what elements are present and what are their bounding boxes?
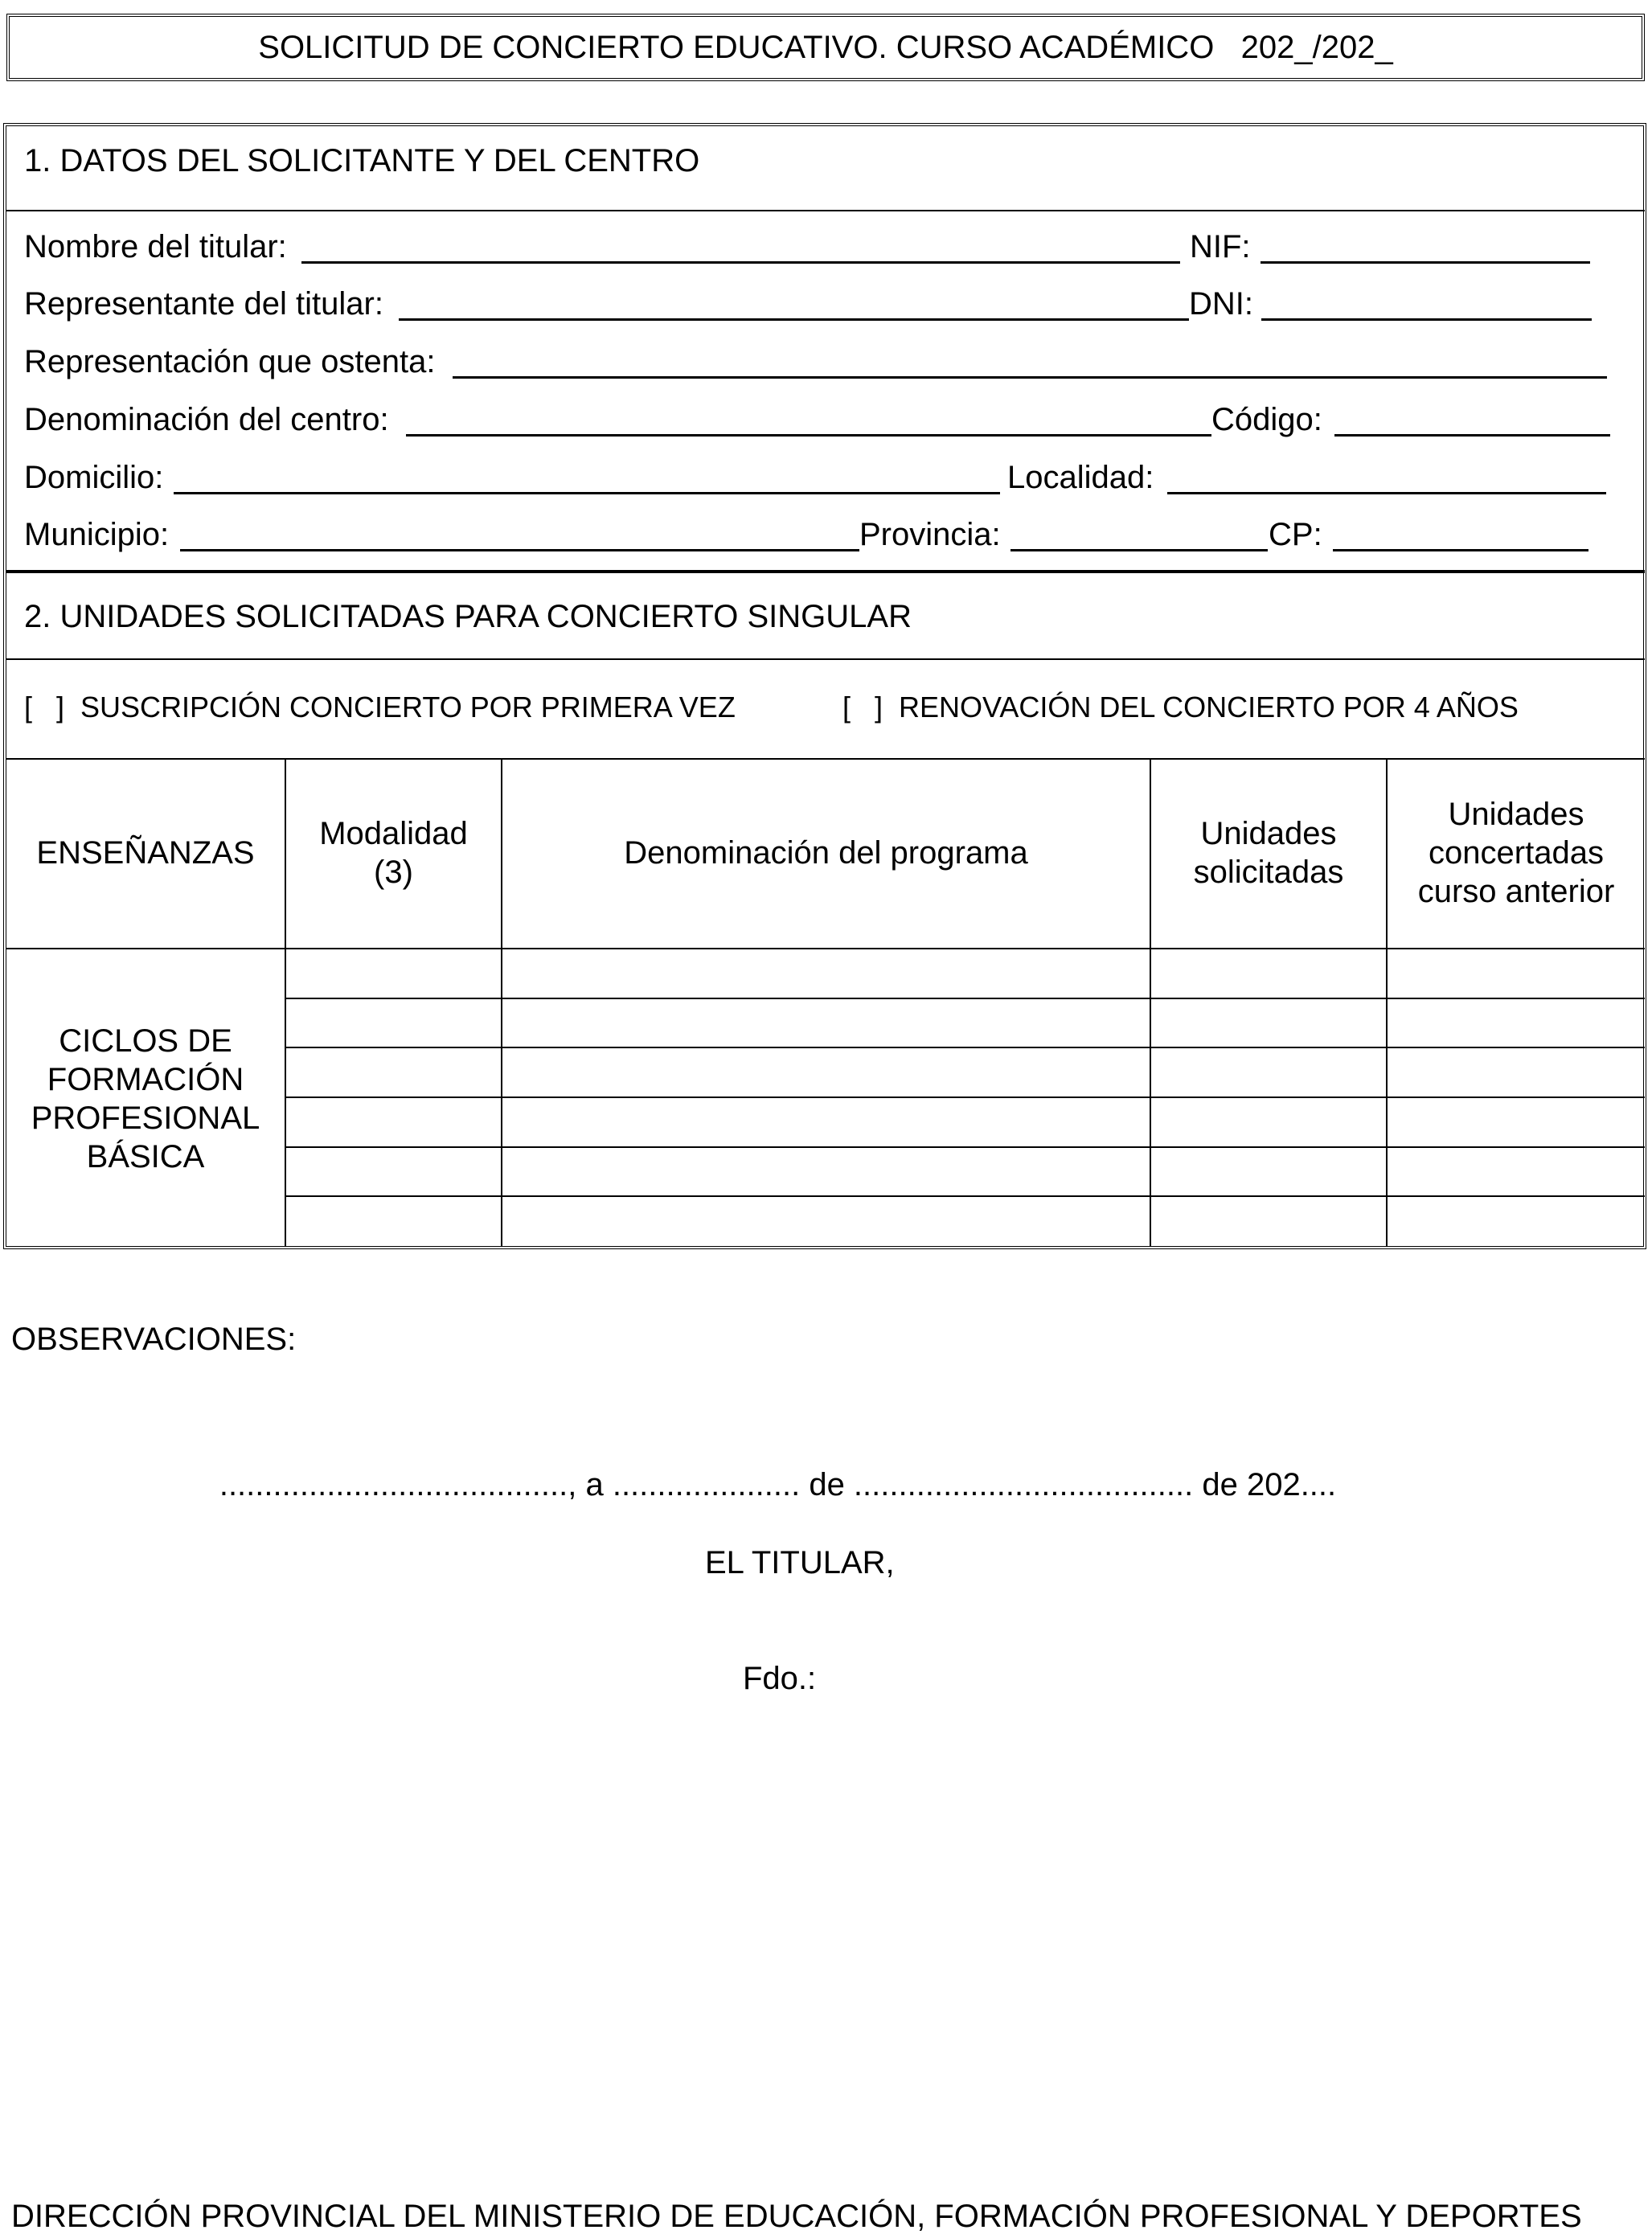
label-nombre-titular: Nombre del titular: xyxy=(24,229,287,264)
table-row-line xyxy=(285,1146,1645,1148)
label-domicilio: Domicilio: xyxy=(24,460,164,495)
header-unidades-solicitadas xyxy=(1151,758,1386,948)
header-ensenanzas xyxy=(6,758,285,948)
header-ensenanzas-text: ENSEÑANZAS xyxy=(36,835,255,871)
label-codigo: Código: xyxy=(1211,402,1322,437)
field-nif[interactable] xyxy=(1261,261,1590,264)
field-municipio[interactable] xyxy=(180,549,859,551)
header-modalidad xyxy=(286,758,501,948)
table-row-line xyxy=(285,1097,1645,1098)
field-domicilio[interactable] xyxy=(174,492,1000,494)
field-localidad[interactable] xyxy=(1167,492,1606,494)
field-provincia[interactable] xyxy=(1010,549,1268,551)
label-dni: DNI: xyxy=(1189,286,1253,322)
field-cp[interactable] xyxy=(1333,549,1588,551)
header-modalidad-line2: (3) xyxy=(374,855,413,890)
row-label-line2: FORMACIÓN xyxy=(47,1062,244,1097)
date-place-text: ......................................., a ..................... de ...................................... de 202.... xyxy=(219,1467,1337,1502)
document-title xyxy=(6,14,1645,81)
label-denominacion-centro: Denominación del centro: xyxy=(24,402,389,437)
row-label-line3: PROFESIONAL xyxy=(31,1101,260,1136)
field-representante[interactable] xyxy=(399,318,1189,321)
observaciones-label: OBSERVACIONES: xyxy=(11,1322,297,1357)
section2-divider xyxy=(6,658,1645,660)
section1-heading: 1. DATOS DEL SOLICITANTE Y DEL CENTRO xyxy=(24,143,700,178)
row-label-ciclos-fp-basica xyxy=(6,949,285,1248)
label-cp: CP: xyxy=(1269,517,1322,552)
header-concertadas-line3: curso anterior xyxy=(1417,874,1615,909)
field-nombre-titular[interactable] xyxy=(301,261,1180,264)
header-concertadas-line1: Unidades xyxy=(1448,797,1584,832)
label-provincia: Provincia: xyxy=(859,517,1001,552)
label-representante: Representante del titular: xyxy=(24,286,383,322)
field-dni[interactable] xyxy=(1261,318,1592,321)
label-localidad: Localidad: xyxy=(1007,460,1154,495)
row-label-line1: CICLOS DE xyxy=(59,1023,232,1059)
section2-heading: 2. UNIDADES SOLICITADAS PARA CONCIERTO SINGULAR xyxy=(24,599,912,634)
table-row-line xyxy=(285,1047,1645,1048)
header-denominacion-text: Denominación del programa xyxy=(624,835,1028,871)
header-concertadas-line2: concertadas xyxy=(1429,835,1604,871)
header-solicitadas-line2: solicitadas xyxy=(1193,855,1344,890)
field-representacion[interactable] xyxy=(453,376,1607,379)
label-nif: NIF: xyxy=(1190,229,1251,264)
header-modalidad-line1: Modalidad xyxy=(319,816,468,851)
footer-issuer: DIRECCIÓN PROVINCIAL DEL MINISTERIO DE EDUCACIÓN, FORMACIÓN PROFESIONAL Y DEPORTES xyxy=(11,2199,1582,2234)
checkbox-primera-vez[interactable]: [ ] SUSCRIPCIÓN CONCIERTO POR PRIMERA VEZ xyxy=(24,691,736,723)
header-denominacion xyxy=(502,758,1150,948)
section2-border xyxy=(6,570,1645,573)
label-representacion: Representación que ostenta: xyxy=(24,344,436,379)
date-place-line xyxy=(0,1469,1652,1501)
label-municipio: Municipio: xyxy=(24,517,170,552)
header-solicitadas-line1: Unidades xyxy=(1200,816,1337,851)
section1-divider xyxy=(6,210,1645,211)
titular-label: EL TITULAR, xyxy=(705,1545,895,1580)
signature-label: Fdo.: xyxy=(743,1661,817,1696)
header-unidades-concertadas xyxy=(1388,758,1645,948)
field-denominacion-centro[interactable] xyxy=(406,434,1211,437)
row-label-line4: BÁSICA xyxy=(86,1139,205,1174)
table-row-line xyxy=(285,1195,1645,1197)
checkbox-renovacion[interactable]: [ ] RENOVACIÓN DEL CONCIERTO POR 4 AÑOS xyxy=(842,691,1519,723)
field-codigo[interactable] xyxy=(1334,434,1610,437)
document-title-text: SOLICITUD DE CONCIERTO EDUCATIVO. CURSO ACADÉMICO 202_/202_ xyxy=(258,29,1393,65)
table-row-line xyxy=(285,998,1645,999)
